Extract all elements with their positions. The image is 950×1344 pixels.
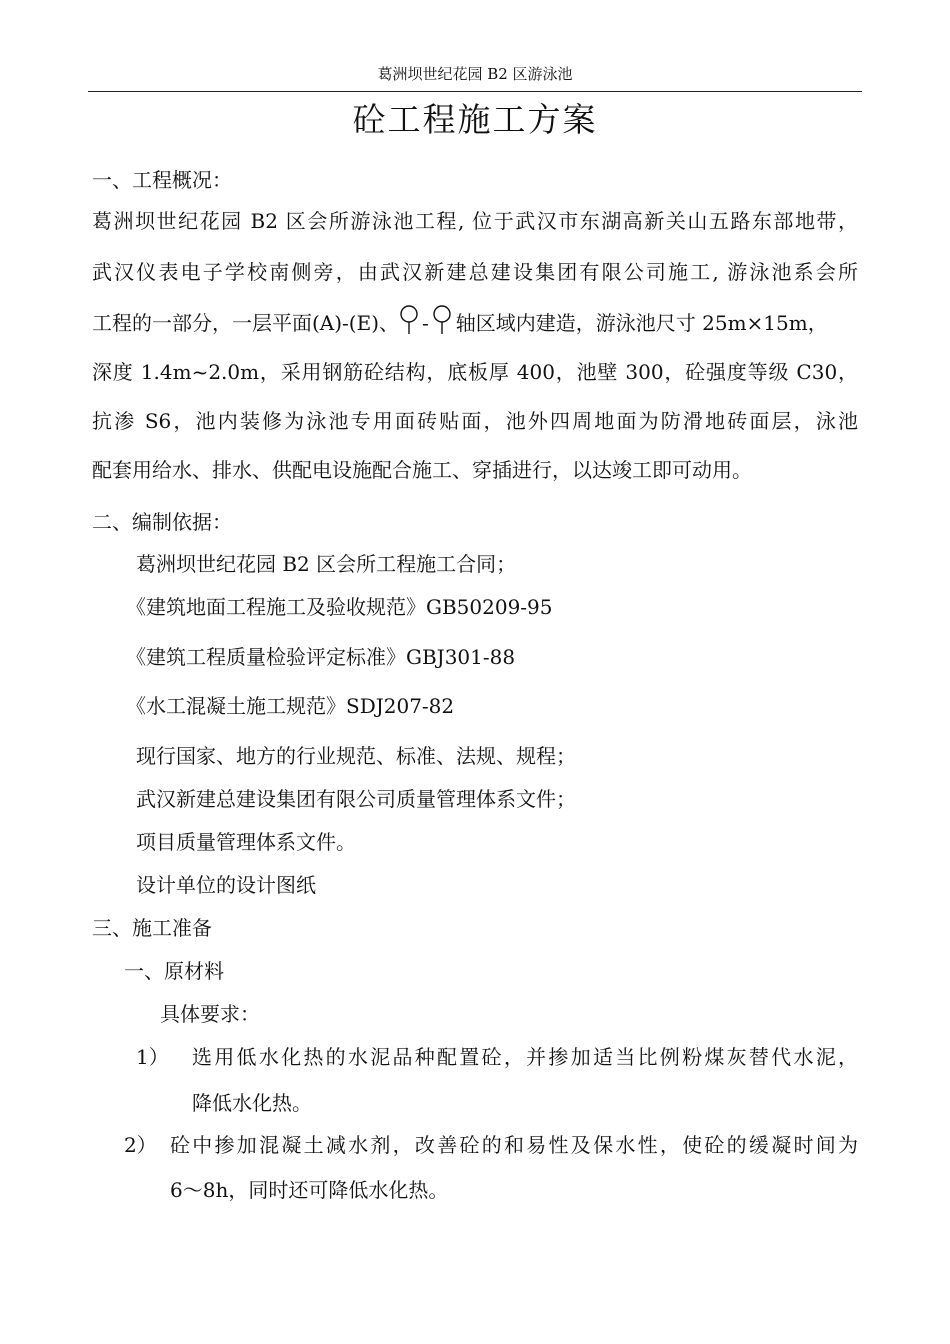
section2-item: 现行国家、地方的行业规范、标准、法规、规程； — [136, 744, 576, 768]
axis-circle-7-icon — [432, 309, 452, 337]
section3-subheading: 一、原材料 — [124, 959, 224, 983]
list-item-number: 2） — [124, 1133, 157, 1157]
list-item-number: 1） — [136, 1045, 169, 1069]
running-header: 葛洲坝世纪花园 B2 区游泳池 — [377, 65, 573, 83]
section2-heading: 二、编制依据： — [92, 510, 232, 534]
section1-line-1: 葛洲坝世纪花园 B2 区会所游泳池工程, 位于武汉市东湖高新关山五路东部地带， — [92, 209, 858, 233]
list-item-line: 砼中掺加混凝土减水剂，改善砼的和易性及保水性，使砼的缓凝时间为 — [170, 1133, 858, 1157]
section1-line-4: 深度 1.4m~2.0m，采用钢筋砼结构，底板厚 400，池壁 300，砼强度等级 C30， — [92, 360, 858, 384]
section1-line-5: 抗渗 S6，池内装修为泳池专用面砖贴面，池外四周地面为防滑地砖面层，泳池 — [92, 409, 858, 433]
section2-item: 设计单位的设计图纸 — [136, 873, 316, 897]
header-divider — [88, 91, 862, 92]
section2-item: 《水工混凝土施工规范》SDJ207-82 — [126, 694, 455, 718]
section2-item: 《建筑地面工程施工及验收规范》GB50209-95 — [126, 595, 553, 619]
section3-heading: 三、施工准备 — [92, 916, 212, 940]
section1-line-3-part-a: 工程的一部分，一层平面(A)-(E)、 — [92, 311, 400, 335]
list-item-line: 6～8h，同时还可降低水化热。 — [170, 1178, 449, 1202]
section1-line-3-dash: - — [422, 311, 429, 335]
section1-line-3-part-b: 轴区域内建造，游泳池尺寸 25m×15m， — [455, 311, 828, 335]
section1-line-2: 武汉仪表电子学校南侧旁，由武汉新建总建设集团有限公司施工, 游泳池系会所 — [92, 260, 858, 284]
section1-line-3 — [92, 309, 858, 337]
axis-circle-1-icon — [399, 309, 419, 337]
list-item-line: 选用低水化热的水泥品种配置砼，并掺加适当比例粉煤灰替代水泥， — [192, 1045, 858, 1069]
section1-heading: 一、工程概况： — [92, 168, 232, 192]
page-title: 砼工程施工方案 — [352, 100, 598, 139]
section2-item: 葛洲坝世纪花园 B2 区会所工程施工合同； — [136, 552, 517, 576]
list-item-line: 降低水化热。 — [192, 1091, 312, 1115]
section2-item: 项目质量管理体系文件。 — [136, 830, 356, 854]
section1-line-6: 配套用给水、排水、供配电设施配合施工、穿插进行，以达竣工即可动用。 — [92, 458, 752, 482]
section3-intro: 具体要求： — [160, 1002, 260, 1026]
section2-item: 《建筑工程质量检验评定标准》GBJ301-88 — [126, 645, 516, 669]
section2-item: 武汉新建总建设集团有限公司质量管理体系文件； — [136, 787, 576, 811]
